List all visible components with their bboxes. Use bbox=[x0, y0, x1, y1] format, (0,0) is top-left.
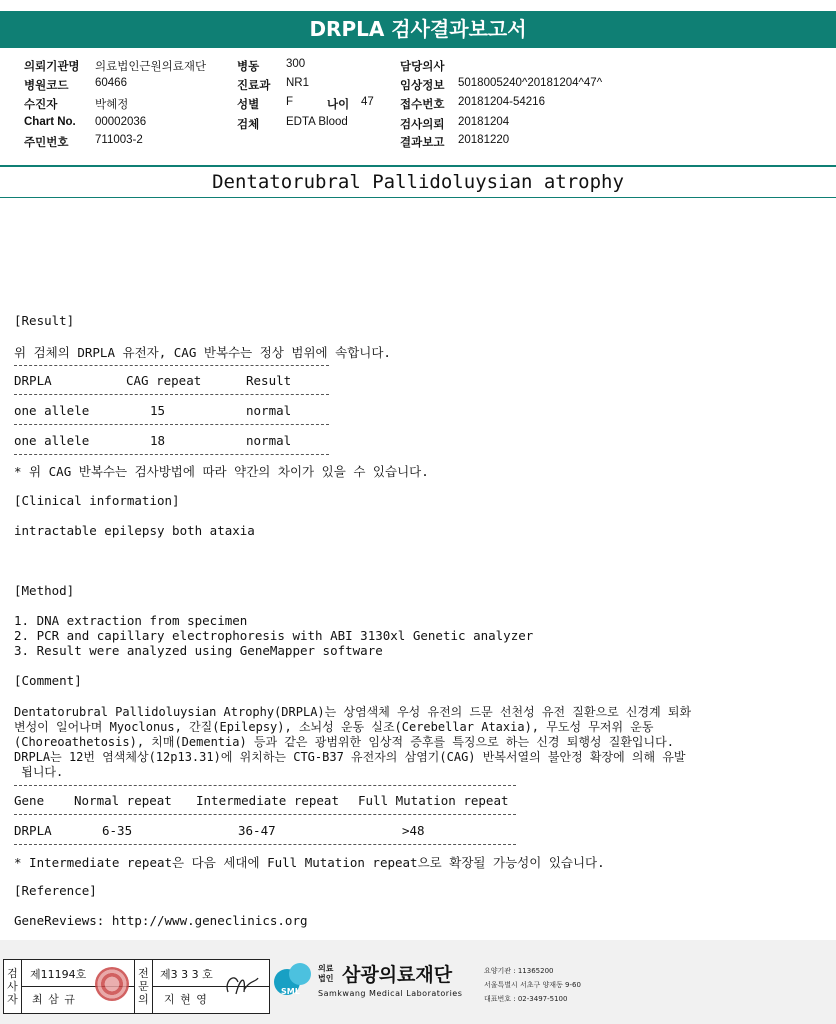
report-title-bar bbox=[0, 11, 836, 48]
org-logo bbox=[273, 960, 315, 1006]
chart-no-value: 00002036 bbox=[95, 116, 147, 128]
org-name: 삼광의료재단 bbox=[342, 964, 453, 986]
institution-label: 의뢰기관명 bbox=[24, 61, 80, 73]
result-cell: 18 bbox=[150, 433, 166, 448]
org-address: 서울특별시 서초구 양재동 9-60 bbox=[484, 981, 581, 989]
divider bbox=[14, 844, 516, 845]
specimen-label: 검체 bbox=[237, 119, 260, 131]
comment-line: (Choreoathetosis), 치매(Dementia) 등과 같은 광범위한 임상적 증후를 특징으로 하는 신경 퇴행성 질환입니다. bbox=[14, 735, 674, 749]
result-cell: 15 bbox=[150, 403, 166, 418]
clinical-text: intractable epilepsy both ataxia bbox=[14, 523, 255, 538]
official-seal-stamp bbox=[95, 967, 129, 1001]
header-divider-top bbox=[0, 165, 836, 167]
range-cell: 36-47 bbox=[238, 823, 276, 838]
report-date-value: 20181220 bbox=[458, 134, 510, 146]
patient-value: 박혜정 bbox=[95, 99, 129, 111]
examiner-license: 제11194호 bbox=[30, 968, 87, 981]
resident-no-value: 711003-2 bbox=[95, 134, 143, 146]
range-cell: >48 bbox=[402, 823, 425, 838]
clinical-info-label: 임상정보 bbox=[400, 80, 445, 92]
resident-no-label: 주민번호 bbox=[24, 137, 69, 149]
doctor-label: 담당의사 bbox=[400, 61, 445, 73]
result-note: * 위 CAG 반복수는 검사방법에 따라 약간의 차이가 있을 수 있습니다. bbox=[14, 464, 429, 479]
sex-value: F bbox=[286, 96, 294, 108]
request-date-value: 20181204 bbox=[458, 116, 510, 128]
result-heading: [Result] bbox=[14, 313, 75, 328]
method-line: 3. Result were analyzed using GeneMapper software bbox=[14, 643, 383, 658]
clinical-info-value: 5018005240^20181204^47^ bbox=[458, 77, 603, 89]
age-value: 47 bbox=[361, 96, 374, 108]
range-cell: DRPLA bbox=[14, 823, 52, 838]
hospital-code-label: 병원코드 bbox=[24, 80, 69, 92]
result-col-header: Result bbox=[246, 373, 292, 388]
receipt-no-label: 접수번호 bbox=[400, 99, 445, 111]
reference-text: GeneReviews: http://www.geneclinics.org bbox=[14, 913, 308, 928]
age-label: 나이 bbox=[327, 99, 350, 111]
patient-label: 수진자 bbox=[24, 99, 58, 111]
specialist-name: 지 현 영 bbox=[164, 993, 208, 1006]
result-cell: normal bbox=[246, 433, 292, 448]
department-value: NR1 bbox=[286, 77, 310, 89]
org-english-name: Samkwang Medical Laboratories bbox=[318, 989, 463, 998]
result-cell: normal bbox=[246, 403, 292, 418]
clinical-heading: [Clinical information] bbox=[14, 493, 180, 508]
reference-heading: [Reference] bbox=[14, 883, 97, 898]
specialist-license: 제3 3 3 호 bbox=[160, 968, 213, 981]
comment-note: * Intermediate repeat은 다음 세대에 Full Mutation repeat으로 확장될 가능성이 있습니다. bbox=[14, 855, 605, 870]
result-col-header: CAG repeat bbox=[126, 373, 202, 388]
org-code: 요양기관 : 11365200 bbox=[484, 967, 554, 975]
specialist-label: 전문의 bbox=[134, 960, 153, 1013]
divider bbox=[14, 785, 516, 786]
comment-line: 변성이 일어나며 Myoclonus, 간질(Epilepsy), 소뇌성 운동 실조(Cerebellar Ataxia), 무도성 무저위 운동 bbox=[14, 720, 654, 734]
sex-label: 성별 bbox=[237, 99, 260, 111]
hospital-code-value: 60466 bbox=[95, 77, 127, 89]
result-summary: 위 검체의 DRPLA 유전자, CAG 반복수는 정상 범위에 속합니다. bbox=[14, 345, 391, 360]
test-title: Dentatorubral Pallidoluysian atrophy bbox=[212, 171, 624, 193]
method-line: 1. DNA extraction from specimen bbox=[14, 613, 248, 628]
specimen-value: EDTA Blood bbox=[286, 116, 348, 128]
report-title: DRPLA 검사결과보고서 bbox=[309, 17, 527, 41]
method-heading: [Method] bbox=[14, 583, 75, 598]
ward-label: 병동 bbox=[237, 61, 260, 73]
range-col-header: Intermediate repeat bbox=[196, 793, 339, 808]
receipt-no-value: 20181204-54216 bbox=[458, 96, 545, 108]
range-col-header: Normal repeat bbox=[74, 793, 172, 808]
divider bbox=[14, 394, 329, 395]
institution-value: 의료법인근원의료재단 bbox=[95, 61, 207, 73]
comment-heading: [Comment] bbox=[14, 673, 82, 688]
result-cell: one allele bbox=[14, 403, 90, 418]
header-divider-bottom bbox=[0, 197, 836, 198]
range-cell: 6-35 bbox=[102, 823, 133, 838]
range-col-header: Gene bbox=[14, 793, 45, 808]
signature-mark bbox=[222, 968, 262, 1002]
result-col-header: DRPLA bbox=[14, 373, 52, 388]
request-date-label: 검사의뢰 bbox=[400, 119, 445, 131]
chart-no-label: Chart No. bbox=[24, 116, 76, 128]
divider bbox=[14, 814, 516, 815]
report-date-label: 결과보고 bbox=[400, 137, 445, 149]
org-phone: 대표번호 : 02-3497-5100 bbox=[484, 995, 568, 1003]
comment-line: DRPLA는 12번 염색체상(12p13.31)에 위치하는 CTG-B37 유전자의 삼염기(CAG) 반복서열의 불안정 확장에 의해 유발 bbox=[14, 750, 686, 764]
range-col-header: Full Mutation repeat bbox=[358, 793, 509, 808]
examiner-name: 최 삼 규 bbox=[32, 993, 76, 1006]
examiner-label: 검사자 bbox=[4, 960, 22, 1013]
divider bbox=[14, 424, 329, 425]
ward-value: 300 bbox=[286, 58, 306, 70]
divider bbox=[14, 365, 329, 366]
comment-line: 됩니다. bbox=[14, 765, 64, 779]
result-cell: one allele bbox=[14, 433, 90, 448]
divider bbox=[14, 454, 329, 455]
department-label: 진료과 bbox=[237, 80, 271, 92]
sml-logo-icon bbox=[273, 960, 315, 1002]
method-line: 2. PCR and capillary electrophoresis with ABI 3130xl Genetic analyzer bbox=[14, 628, 534, 643]
org-prefix: 의료법인 bbox=[318, 964, 334, 983]
logo-text: SML bbox=[281, 987, 300, 996]
comment-line: Dentatorubral Pallidoluysian Atrophy(DRPLA)는 상염색체 우성 유전의 드문 선천성 유전 질환으로 신경계 퇴화 bbox=[14, 705, 692, 719]
